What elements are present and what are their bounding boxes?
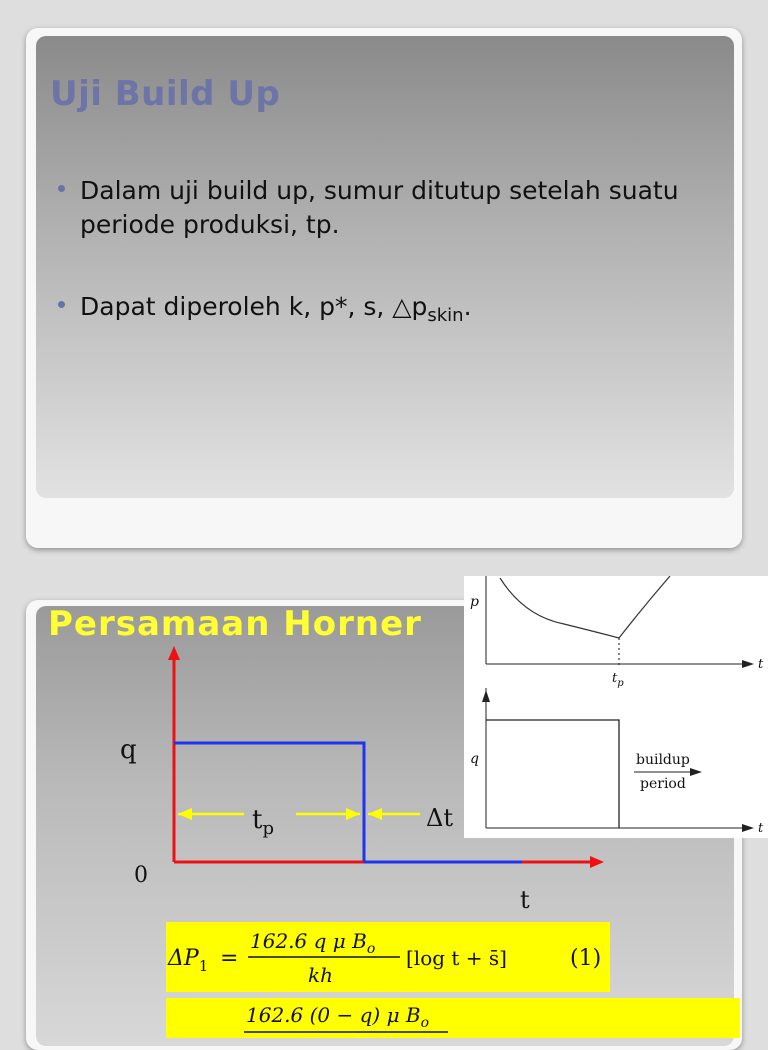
- inset-top-t-arrow-icon: [742, 660, 754, 668]
- equation-2: [166, 998, 740, 1038]
- tp-arrow-right-head-icon: [346, 808, 360, 820]
- equation-1-svg: [166, 922, 610, 992]
- buildup-arrow-head-icon: [690, 768, 702, 776]
- diagram-y-axis-arrow-icon: [168, 646, 180, 660]
- bullet-2-end: .: [463, 292, 472, 321]
- eq2-numerator: 162.6 (0 − q) μ $B_o$: [246, 1003, 430, 1031]
- diagram-x-axis-arrow-icon: [590, 856, 604, 868]
- eq1-bracket: [log t + s̄]: [406, 946, 507, 970]
- dt-arrow-head-icon: [368, 808, 382, 820]
- diagram-t-label: t: [520, 886, 530, 914]
- inset-rate-history: [486, 720, 619, 828]
- inset-figure: [464, 576, 768, 838]
- inset-p-label: p: [470, 594, 479, 610]
- inset-bottom-t-label: t: [758, 821, 764, 836]
- diagram-zero-label: 0: [134, 863, 148, 888]
- diagram-dt-label: Δt: [426, 804, 453, 832]
- rate-history-line: [174, 743, 364, 862]
- slide-1-title: Uji Build Up: [50, 74, 281, 114]
- pressure-rate-inset: [464, 576, 768, 838]
- equation-1: [166, 922, 610, 992]
- tp-arrow-left-head-icon: [178, 808, 192, 820]
- eq1-numerator: 162.6 q μ $B_o$: [250, 929, 376, 957]
- slide-2-title: Persamaan Horner: [48, 604, 422, 644]
- inset-q-axis-arrow-icon: [482, 690, 490, 702]
- eq1-equals: =: [220, 946, 239, 971]
- bullet-2-main: Dapat diperoleh k, p*, s, △p: [80, 292, 428, 321]
- inset-bottom-t-arrow-icon: [742, 824, 754, 832]
- diagram-q-label: q: [120, 735, 137, 765]
- eq1-lhs: $\Delta P_1$: [168, 946, 209, 975]
- buildup-label-line2: period: [640, 776, 686, 792]
- bullet-2-subscript: skin: [427, 305, 464, 326]
- buildup-label-line1: buildup: [636, 752, 690, 768]
- drawdown-curve: [500, 578, 619, 638]
- diagram-tp-label: $t_p$: [252, 805, 274, 839]
- bullet-1-text: Dalam uji build up, sumur ditutup setelah suatu periode produksi, tp.: [80, 176, 679, 239]
- inset-top-t-label: t: [758, 657, 764, 672]
- equation-2-svg: [166, 998, 740, 1038]
- inset-q-label: q: [470, 751, 479, 767]
- inset-tp-label: $t_p$: [612, 671, 624, 689]
- buildup-curve: [619, 576, 670, 638]
- eq1-number: (1): [570, 946, 602, 971]
- eq1-denominator: kh: [308, 963, 333, 987]
